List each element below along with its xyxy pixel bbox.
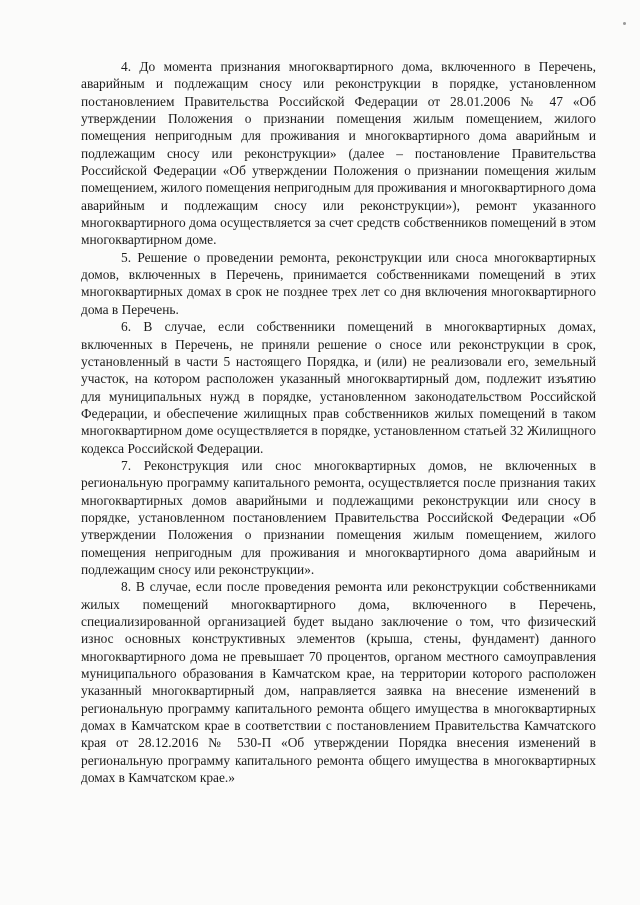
paragraph-item-7: 7. Реконструкция или снос многоквартирных домов, не включенных в региональную программу капитального ремонта, осуществляется после признания таких многоквартирных домов аварийными и подлежащими реконструкции или сносу в порядке, установленном постановлением Правительства Российской Федерации «Об утверждении Положения о признании помещения жилым помещением, жилого помещения непригодным для проживания и многоквартирного дома аварийным и подлежащим сносу или реконструкции». <box>81 457 596 577</box>
scan-speck <box>623 22 626 25</box>
paragraph-item-5: 5. Решение о проведении ремонта, реконструкции или сноса многоквартирных домов, включенных в Перечень, принимается собственниками помещений в этих многоквартирных домах в срок не позднее трех лет со дня включения многоквартирного дома в Перечень. <box>81 249 596 317</box>
paragraph-item-8: 8. В случае, если после проведения ремонта или реконструкции собственниками жилых помещений многоквартирного дома, включенного в Перечень, специализированной организацией будет выдано заключение о том, что физический износ основных конструктивных элементов (крыша, стены, фундамент) данного многоквартирного дома не превышает 70 процентов, органом местного самоуправления муниципального образования в Камчатском крае, на территории которого расположен указанный многоквартирный дом, направляется заявка на внесение изменений в региональную программу капитального ремонта общего имущества в многоквартирных домах в Камчатском крае в соответствии с постановлением Правительства Камчатского края от 28.12.2016 № 530-П «Об утверждении Порядка внесения изменений в региональную программу капитального ремонта общего имущества в многоквартирных домах в Камчатском крае.» <box>81 579 596 786</box>
document-body <box>81 58 596 786</box>
paragraph-item-6: 6. В случае, если собственники помещений в многоквартирных домах, включенных в Перечень, не приняли решение о сносе или реконструкции в срок, установленный в части 5 настоящего Порядка, и (или) не реализовали его, земельный участок, на котором расположен указанный многоквартирный дом, подлежит изъятию для муниципальных нужд в порядке, установленном законодательством Российской Федерации, и обеспечение жилищных прав собственников жилых помещений в таком многоквартирном доме осуществляется в порядке, установленном статьей 32 Жилищного кодекса Российской Федерации. <box>81 319 596 456</box>
paragraph-item-4: 4. До момента признания многоквартирного дома, включенного в Перечень, аварийным и подлежащим сносу или реконструкции в порядке, установленном постановлением Правительства Российской Федерации от 28.01.2006 № 47 «Об утверждении Положения о признании помещения жилым помещением, жилого помещения непригодным для проживания и многоквартирного дома аварийным и подлежащим сносу или реконструкции» (далее – постановление Правительства Российской Федерации «Об утверждении Положения о признании помещения жилым помещением, жилого помещения непригодным для проживания и многоквартирного дома аварийным и подлежащим сносу или реконструкции»), ремонт указанного многоквартирного дома осуществляется за счет средств собственников помещений в этом многоквартирном доме. <box>81 59 596 248</box>
